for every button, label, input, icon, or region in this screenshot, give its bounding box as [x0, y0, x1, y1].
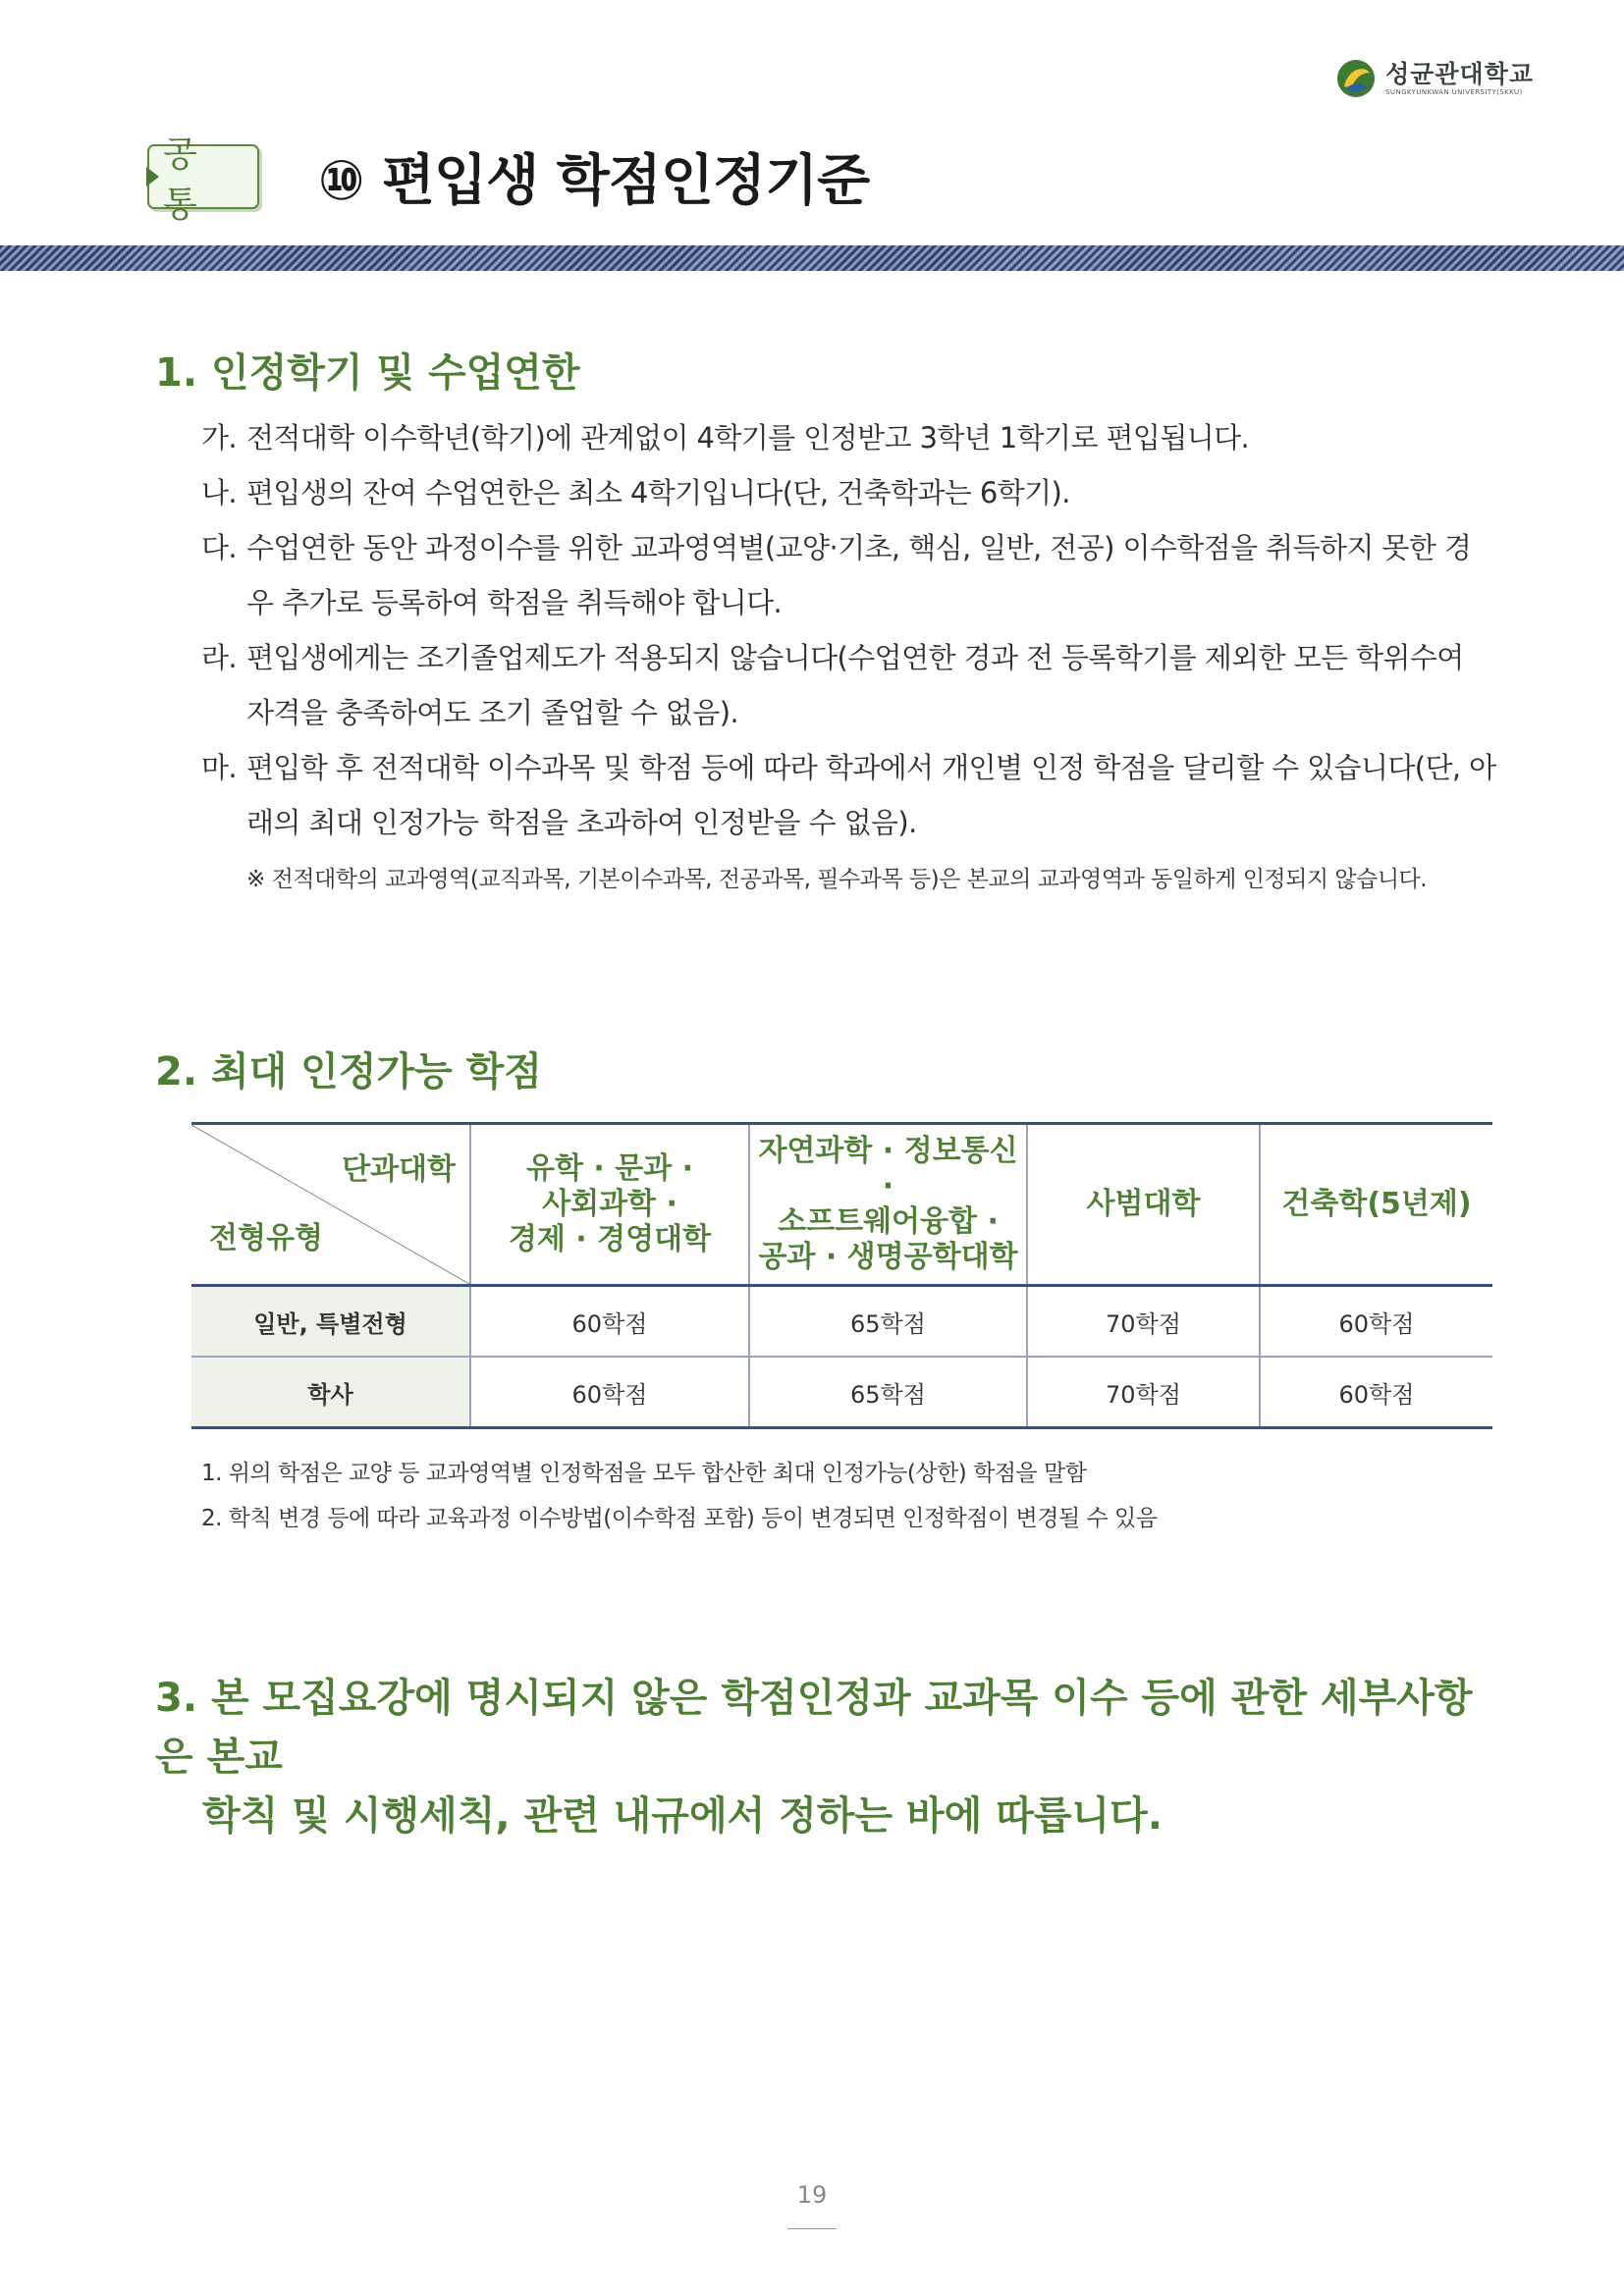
- item-marker: 라.: [201, 641, 238, 674]
- page-title: ⑩ 편입생 학점인정기준: [318, 149, 870, 213]
- item-text: 편입생에게는 조기졸업제도가 적용되지 않습니다(수업연한 경과 전 등록학기를 제외한 모든 학위수여 자격을 충족하여도 조기 졸업할 수 없음).: [246, 641, 1464, 729]
- column-header-line: 사범대학: [1086, 1187, 1201, 1221]
- column-header-line: 사회과학 ·: [542, 1187, 677, 1221]
- section1-note: ※ 전적대학의 교과영역(교직과목, 기본이수과목, 전공과목, 필수과목 등)은 본교의 교과영역과 동일하게 인정되지 않습니다.: [246, 867, 1428, 892]
- university-logo: [1334, 57, 1534, 100]
- column-header-line: 자연과학 · 정보통신 ·: [758, 1134, 1018, 1203]
- column-header-line: 유학 · 문과 ·: [525, 1151, 694, 1186]
- column-header-line: 경제 · 경영대학: [508, 1222, 712, 1256]
- section1-list: [201, 410, 1497, 899]
- footnote: 2. 학칙 변경 등에 따라 교육과정 이수방법(이수학점 포함) 등이 변경되면 인정학점이 변경될 수 있음: [201, 1506, 1158, 1531]
- column-header: [470, 1124, 749, 1286]
- column-header-line: 소프트웨어융합 ·: [778, 1204, 999, 1239]
- table-cell: 65학점: [749, 1357, 1027, 1428]
- row-header: 일반, 특별전형: [191, 1286, 470, 1358]
- table-row: [191, 1286, 1492, 1358]
- item-text: 수업연한 동안 과정이수를 위한 교과영역별(교양·기초, 핵심, 일반, 전공) 이수학점을 취득하지 못한 경우 추가로 등록하여 학점을 취득해야 합니다.: [246, 531, 1472, 619]
- section3-line2: 학칙 및 시행세칙, 관련 내규에서 정하는 바에 따릅니다.: [202, 1793, 1163, 1839]
- table-row: [191, 1357, 1492, 1428]
- table-cell: 60학점: [1260, 1357, 1492, 1428]
- table-cell: 65학점: [749, 1286, 1027, 1358]
- table-corner-cell: [191, 1124, 470, 1286]
- table-header-row: [191, 1124, 1492, 1286]
- logo-name: 성균관대학교: [1385, 59, 1534, 88]
- table-footnotes: [201, 1451, 1157, 1541]
- corner-top-label: 단과대학: [342, 1152, 456, 1187]
- item-marker: 마.: [201, 751, 238, 784]
- arrow-right-icon: [146, 167, 159, 187]
- item-marker: 가.: [201, 421, 238, 454]
- table-cell: 70학점: [1027, 1357, 1260, 1428]
- column-header-line: 건축학(5년제): [1281, 1187, 1472, 1221]
- ginkgo-leaf-icon: [1334, 57, 1378, 100]
- column-header: [1027, 1124, 1260, 1286]
- page-number: 19: [796, 2181, 828, 2209]
- list-item: [201, 465, 1497, 520]
- section3-title: [155, 1669, 1510, 1845]
- page-header: [147, 134, 870, 225]
- section3-line1: 3. 본 모집요강에 명시되지 않은 학점인정과 교과목 이수 등에 관한 세부사항은 본교: [155, 1676, 1473, 1780]
- table-cell: 60학점: [470, 1286, 749, 1358]
- row-header: 학사: [191, 1357, 470, 1428]
- table-cell: 60학점: [470, 1357, 749, 1428]
- footnote: 1. 위의 학점은 교양 등 교과영역별 인정학점을 모두 합산한 최대 인정가능(상한) 학점을 말함: [201, 1461, 1087, 1486]
- badge-label: 공 통: [163, 134, 207, 225]
- header-stripe-divider: [0, 245, 1624, 271]
- column-header-line: 공과 · 생명공학대학: [758, 1240, 1018, 1274]
- item-marker: 나.: [201, 476, 238, 509]
- category-badge: [147, 134, 259, 225]
- table-cell: 70학점: [1027, 1286, 1260, 1358]
- list-item: [201, 630, 1497, 740]
- table-cell: 60학점: [1260, 1286, 1492, 1358]
- list-item: [201, 520, 1497, 630]
- list-item: [201, 410, 1497, 465]
- diagonal-line: [191, 1125, 469, 1284]
- column-header: [1260, 1124, 1492, 1286]
- section1-title: 1. 인정학기 및 수업연한: [155, 350, 580, 396]
- column-header: [749, 1124, 1027, 1286]
- credit-table: [191, 1122, 1492, 1429]
- corner-bottom-label: 전형유형: [209, 1221, 323, 1255]
- page-number-rule: [787, 2228, 837, 2229]
- item-text: 편입학 후 전적대학 이수과목 및 학점 등에 따라 학과에서 개인별 인정 학점을 달리할 수 있습니다(단, 아래의 최대 인정가능 학점을 초과하여 인정받을 수 없음).: [246, 751, 1496, 839]
- section2-title: 2. 최대 인정가능 학점: [155, 1049, 542, 1095]
- logo-subtitle: SUNGKYUNKWAN UNIVERSITY(SKKU): [1385, 87, 1523, 96]
- item-marker: 다.: [201, 531, 238, 564]
- list-item: [201, 740, 1497, 850]
- item-text: 편입생의 잔여 수업연한은 최소 4학기입니다(단, 건축학과는 6학기).: [246, 476, 1070, 509]
- item-text: 전적대학 이수학년(학기)에 관계없이 4학기를 인정받고 3학년 1학기로 편입됩니다.: [246, 421, 1250, 454]
